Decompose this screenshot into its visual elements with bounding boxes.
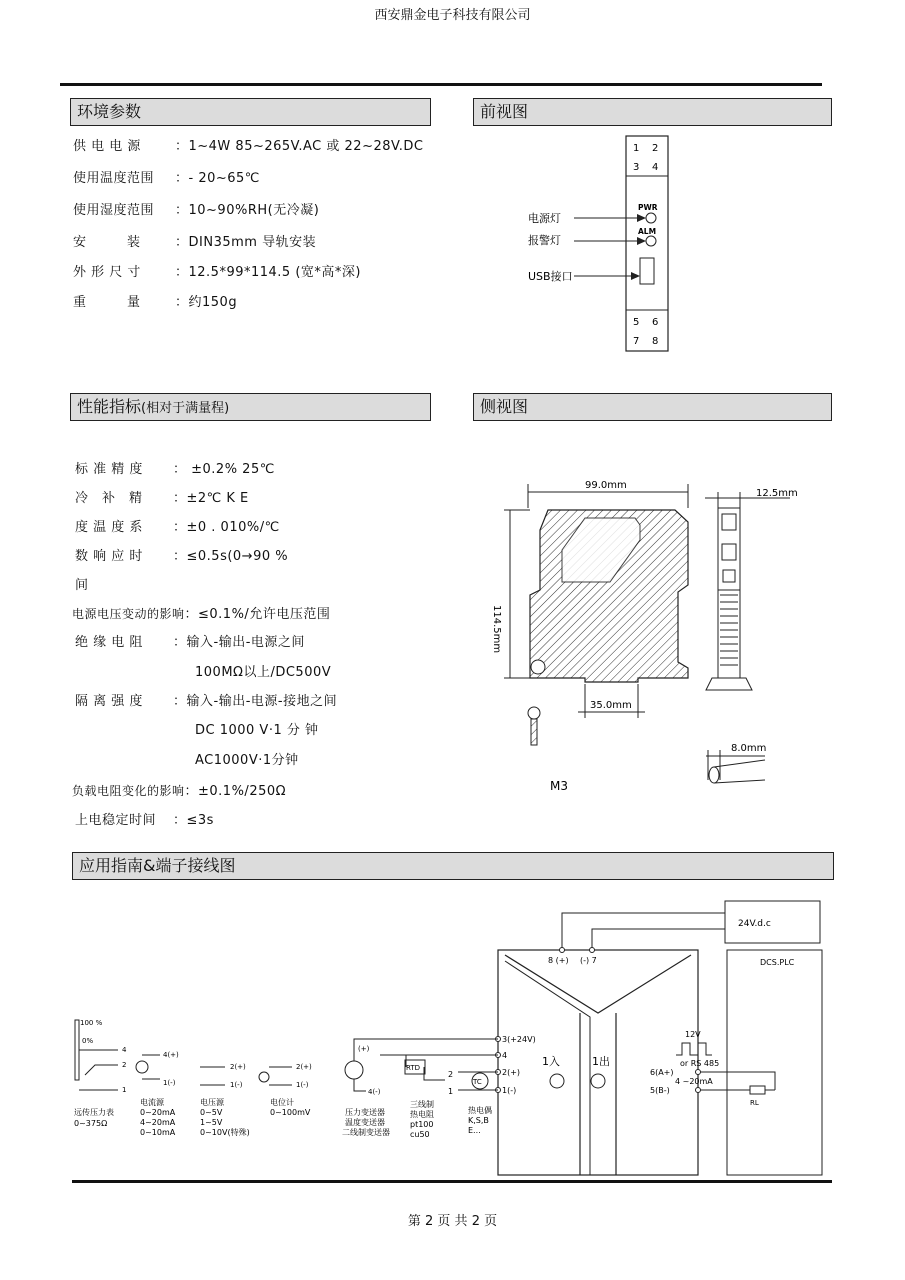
env-row-label: 供 电 电 源 xyxy=(73,139,141,154)
env-row-value: ：- 20~65℃ xyxy=(175,171,260,186)
front-terminal-3: 3 xyxy=(633,162,640,173)
perf-row-value: ：≤0.1%/允许电压范围 xyxy=(184,607,331,622)
svg-text:电位计: 电位计 xyxy=(270,1098,294,1107)
section-perf-title: 性能指标 xyxy=(77,397,142,416)
svg-text:0~10mA: 0~10mA xyxy=(140,1128,176,1137)
svg-text:2: 2 xyxy=(448,1070,454,1079)
perf-row-value: ：输入-输出-电源-接地之间 xyxy=(173,694,338,709)
perf-row-value: ：±2℃ K E xyxy=(173,491,249,506)
tc-label: TC xyxy=(473,1078,482,1086)
svg-text:1: 1 xyxy=(122,1086,127,1094)
svg-text:1(-): 1(-) xyxy=(230,1081,243,1089)
side-view-diagram xyxy=(490,470,810,800)
svg-text:热电阻: 热电阻 xyxy=(410,1110,434,1119)
svg-text:温度变送器: 温度变送器 xyxy=(345,1118,385,1127)
perf-row-value: 100MΩ以上/DC500V xyxy=(195,665,332,680)
env-row-value: ：DIN35mm 导轨安装 xyxy=(175,235,317,250)
src1-caption xyxy=(74,1107,114,1128)
src2-caption xyxy=(140,1097,176,1137)
alm-led xyxy=(646,236,656,246)
env-row xyxy=(73,199,319,218)
src3-caption xyxy=(200,1097,250,1137)
perf-row xyxy=(75,574,173,593)
svg-text:4(+): 4(+) xyxy=(163,1051,179,1059)
perf-row-value: ：±0 . 010%/℃ xyxy=(173,520,280,535)
svg-text:三线制: 三线制 xyxy=(410,1100,434,1109)
env-row-label: 外 形 尺 寸 xyxy=(73,265,141,280)
env-row-value: ：10~90%RH(无冷凝) xyxy=(175,203,320,218)
company-name: 西安鼎金电子科技有限公司 xyxy=(374,8,531,23)
perf-row xyxy=(75,545,288,564)
env-row xyxy=(73,135,423,154)
perf-row-label: 间 xyxy=(75,578,89,593)
dim-height: 114.5mm xyxy=(491,605,502,654)
perf-row-value: ：±0.1%/250Ω xyxy=(184,784,287,799)
svg-text:0~10V(特殊): 0~10V(特殊) xyxy=(200,1128,250,1137)
section-side-header xyxy=(473,393,832,421)
perf-row-label: 隔 离 强 度 xyxy=(75,694,143,709)
svg-text:2(+): 2(+) xyxy=(296,1063,312,1071)
svg-text:(+): (+) xyxy=(358,1045,370,1053)
dim-rail: 35.0mm xyxy=(590,700,632,711)
output-label: 1出 xyxy=(592,1055,610,1068)
perf-row-label: 负载电阻变化的影响 xyxy=(72,784,185,798)
perf-row-label: 绝 缘 电 阻 xyxy=(75,635,143,650)
front-terminal-2: 2 xyxy=(652,143,659,154)
svg-text:cu50: cu50 xyxy=(410,1130,430,1139)
front-terminal-7: 7 xyxy=(633,336,640,347)
svg-text:电压源: 电压源 xyxy=(200,1098,224,1107)
env-row-value: ：约150g xyxy=(175,295,238,310)
perf-row-value: ： ±0.2% 25℃ xyxy=(173,462,275,477)
section-front-title: 前视图 xyxy=(480,102,529,121)
svg-text:1(-): 1(-) xyxy=(163,1079,176,1087)
front-terminal-1: 1 xyxy=(633,143,640,154)
src4-caption xyxy=(270,1097,311,1117)
svg-text:二线制变送器: 二线制变送器 xyxy=(342,1128,390,1137)
svg-text:4~20mA: 4~20mA xyxy=(140,1118,176,1127)
env-row-label: 重 量 xyxy=(73,295,141,310)
term-7: (-) 7 xyxy=(580,956,597,965)
term-8: 8 (+) xyxy=(548,956,569,965)
env-row-value: ：12.5*99*114.5 (宽*高*深) xyxy=(175,265,361,280)
v12-label: 12V xyxy=(685,1030,701,1039)
perf-row xyxy=(72,780,286,799)
section-env-header xyxy=(70,98,431,126)
input-label: 1入 xyxy=(542,1055,560,1068)
env-row xyxy=(73,291,237,310)
perf-row-value: ：输入-输出-电源之间 xyxy=(173,635,305,650)
dim-wire: 8.0mm xyxy=(731,743,767,754)
perf-row xyxy=(75,690,337,709)
svg-text:远传压力表: 远传压力表 xyxy=(74,1108,114,1117)
pct100: 100 % xyxy=(80,1019,103,1027)
svg-text:2: 2 xyxy=(122,1061,127,1069)
env-row-value: ：1~4W 85~265V.AC 或 22~28V.DC xyxy=(175,139,424,154)
src7-caption xyxy=(468,1105,492,1135)
page-footer: 第 2 页 共 2 页 xyxy=(407,1214,498,1229)
supply-label: 24V.d.c xyxy=(738,919,771,929)
svg-text:0~100mV: 0~100mV xyxy=(270,1108,311,1117)
svg-text:1~5V: 1~5V xyxy=(200,1118,223,1127)
front-terminal-5: 5 xyxy=(633,317,640,328)
svg-text:电流源: 电流源 xyxy=(140,1098,164,1107)
top-divider xyxy=(60,83,822,86)
section-perf-subtitle: (相对于满量程) xyxy=(141,401,230,416)
term-5: 5(B-) xyxy=(650,1086,670,1095)
pwr-label: PWR xyxy=(638,203,658,212)
bottom-divider xyxy=(72,1180,832,1183)
wiring-diagram xyxy=(60,895,840,1180)
svg-text:K,S,B: K,S,B xyxy=(468,1116,489,1125)
section-front-header xyxy=(473,98,832,126)
term-1: 1(-) xyxy=(502,1086,517,1095)
perf-row-label: 数 响 应 时 xyxy=(75,549,143,564)
env-row xyxy=(73,231,316,250)
perf-row xyxy=(75,458,275,477)
rs485-label: or RS 485 xyxy=(680,1059,720,1068)
usb-caption: USB接口 xyxy=(528,270,573,283)
rtd-label: RTD xyxy=(406,1064,421,1072)
perf-row xyxy=(75,516,280,535)
term-3: 3(+24V) xyxy=(502,1035,536,1044)
section-env-title: 环境参数 xyxy=(77,102,142,121)
screw-label: M3 xyxy=(550,779,568,793)
current-out-label: 4 ~20mA xyxy=(675,1077,713,1086)
dcs-label: DCS.PLC xyxy=(760,958,795,967)
svg-text:pt100: pt100 xyxy=(410,1120,434,1129)
term-2: 2(+) xyxy=(502,1068,521,1077)
section-perf-header xyxy=(70,393,431,421)
perf-row-label: 标 准 精 度 xyxy=(75,462,143,477)
svg-text:0~5V: 0~5V xyxy=(200,1108,223,1117)
perf-row xyxy=(75,719,319,738)
perf-row-value: DC 1000 V·1 分 钟 xyxy=(195,723,319,738)
front-terminal-4: 4 xyxy=(652,162,659,173)
env-row xyxy=(73,261,361,280)
svg-text:0~375Ω: 0~375Ω xyxy=(74,1119,108,1128)
perf-row-value: ：≤3s xyxy=(173,813,214,828)
section-app-title: 应用指南&端子接线图 xyxy=(79,856,236,875)
svg-text:1: 1 xyxy=(448,1087,454,1096)
perf-row xyxy=(72,603,330,622)
svg-text:0~20mA: 0~20mA xyxy=(140,1108,176,1117)
perf-row xyxy=(75,487,249,506)
svg-text:热电偶: 热电偶 xyxy=(468,1106,492,1115)
env-row-label: 使用湿度范围 xyxy=(73,203,155,218)
power-led-caption: 电源灯 xyxy=(528,212,561,225)
env-row-label: 使用温度范围 xyxy=(73,171,155,186)
perf-row-label: 电源电压变动的影响 xyxy=(72,607,185,621)
src5-caption xyxy=(342,1107,390,1137)
perf-row xyxy=(75,631,305,650)
svg-text:2(+): 2(+) xyxy=(230,1063,246,1071)
pct0: 0% xyxy=(82,1037,94,1045)
dim-thickness: 12.5mm xyxy=(756,488,798,499)
front-view-diagram xyxy=(520,130,700,355)
section-side-title: 侧视图 xyxy=(480,397,529,416)
env-row xyxy=(73,167,260,186)
perf-row xyxy=(75,661,331,680)
svg-text:1(-): 1(-) xyxy=(296,1081,309,1089)
rl-label: RL xyxy=(750,1099,759,1107)
alm-label: ALM xyxy=(638,227,657,236)
dim-width: 99.0mm xyxy=(585,480,627,491)
svg-text:压力变送器: 压力变送器 xyxy=(345,1108,385,1117)
svg-text:4(-): 4(-) xyxy=(368,1088,381,1096)
perf-row xyxy=(75,809,214,828)
term-6: 6(A+) xyxy=(650,1068,674,1077)
front-terminal-8: 8 xyxy=(652,336,659,347)
usb-port xyxy=(640,258,654,284)
src6-caption xyxy=(410,1099,434,1139)
perf-row-value: AC1000V·1分钟 xyxy=(195,753,299,768)
section-app-header xyxy=(72,852,834,880)
alarm-led-caption: 报警灯 xyxy=(528,234,561,247)
front-terminal-6: 6 xyxy=(652,317,659,328)
pwr-led xyxy=(646,213,656,223)
perf-row-label: 上电稳定时间 xyxy=(75,813,157,828)
perf-row-label: 冷 补 精 xyxy=(75,491,143,506)
perf-row xyxy=(75,749,299,768)
env-row-label: 安 装 xyxy=(73,235,141,250)
perf-row-label: 度 温 度 系 xyxy=(75,520,143,535)
svg-text:4: 4 xyxy=(122,1046,127,1054)
svg-text:E...: E... xyxy=(468,1126,481,1135)
term-4: 4 xyxy=(502,1051,508,1060)
perf-row-value: ：≤0.5s(0→90 % xyxy=(173,549,289,564)
